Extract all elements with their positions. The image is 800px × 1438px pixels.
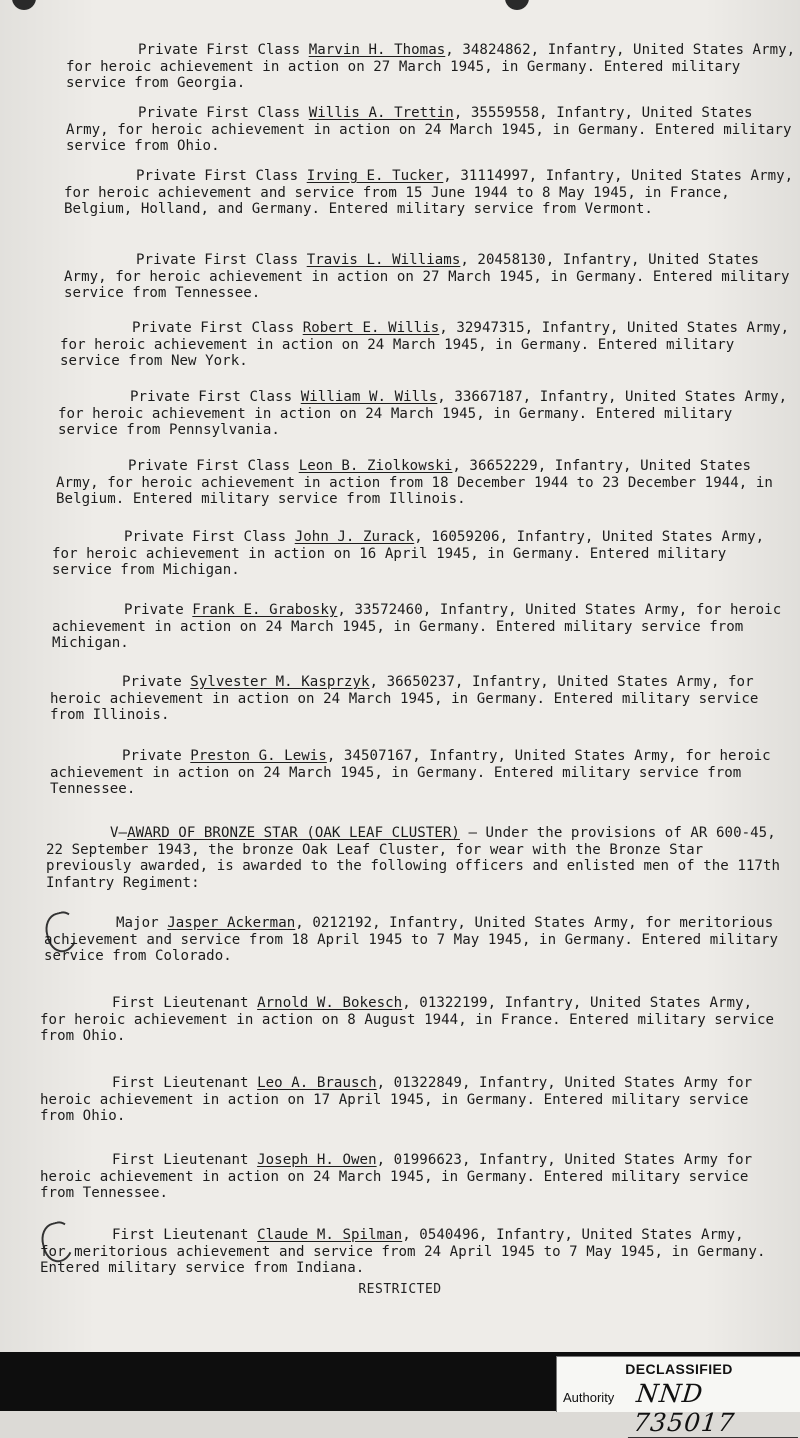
citation-name: William W. Wills	[300, 389, 438, 405]
section-prefix: V—	[110, 825, 128, 841]
citation-entry	[66, 105, 800, 155]
section-text: — Under the provisions of AR 600-45, 22 September 1943, the bronze Oak Leaf Cluster, for wear with the Bronze Star previously awarded, is awarded to the following officers and enlisted men of the 117th Infantry Regiment:	[46, 825, 781, 891]
stamp-authority-label: Authority	[563, 1390, 615, 1405]
citation-name: Preston G. Lewis	[190, 748, 327, 764]
citation-entry	[52, 602, 787, 652]
citation-entry	[40, 1227, 775, 1277]
citation-text: , 01322199, Infantry, United States Army, for heroic achievement in action on 8 August 1944, in France. Entered military service from Ohio.	[40, 995, 775, 1044]
citation-name: Frank E. Grabosky	[192, 602, 338, 618]
citation-rank: Private First Class	[136, 252, 299, 268]
citation-text: , 01996623, Infantry, United States Army for heroic achievement in action on 24 March 1945, in Germany. Entered military service from Tennessee.	[40, 1152, 753, 1201]
citation-rank: Private First Class	[138, 42, 301, 58]
citation-rank: Private	[124, 602, 184, 618]
citation-rank: First Lieutenant	[112, 995, 249, 1011]
citation-name: Leo A. Brausch	[257, 1075, 377, 1091]
citation-name: Travis L. Williams	[306, 252, 461, 268]
citation-text: , 35559558, Infantry, United States Army, for heroic achievement in action on 24 March 1945, in Germany. Entered military service from Ohio.	[66, 105, 792, 154]
citation-text: , 01322849, Infantry, United States Army for heroic achievement in action on 17 April 1945, in Germany. Entered military service from Ohio.	[40, 1075, 753, 1124]
citation-rank: Private First Class	[138, 105, 301, 121]
citation-text: , 0540496, Infantry, United States Army, for meritorious achievement and service from 24 April 1945 to 7 May 1945, in Germany. Entered military service from Indiana.	[40, 1227, 766, 1276]
citation-rank: Private	[122, 674, 182, 690]
stamp-authority-value: NND 735017	[628, 1379, 800, 1438]
citation-entry	[40, 1075, 775, 1125]
stamp-title: DECLASSIFIED	[625, 1361, 733, 1377]
citation-name: Leon B. Ziolkowski	[298, 458, 453, 474]
citation-text: , 34824862, Infantry, United States Army, for heroic achievement in action on 27 March 1945, in Germany. Entered military service from Georgia.	[66, 42, 796, 91]
citation-text: , 31114997, Infantry, United States Army, for heroic achievement and service from 15 June 1944 to 8 May 1945, in France, Belgium, Holland, and Germany. Entered military service from Vermont.	[64, 168, 794, 217]
citation-name: Arnold W. Bokesch	[257, 995, 403, 1011]
citation-name: Marvin H. Thomas	[308, 42, 446, 58]
citation-name: John J. Zurack	[294, 529, 415, 545]
citation-name: Joseph H. Owen	[257, 1152, 377, 1168]
citation-rank: First Lieutenant	[112, 1075, 249, 1091]
citation-entry	[64, 252, 799, 302]
citation-entry	[58, 389, 793, 439]
citation-rank: Private First Class	[124, 529, 287, 545]
citation-text: , 34507167, Infantry, United States Army, for heroic achievement in action on 24 March 1945, in Germany. Entered military service from Tennessee.	[50, 748, 771, 797]
citation-rank: Private First Class	[128, 458, 291, 474]
citation-text: , 0212192, Infantry, United States Army, for meritorious achievement and service from 18 April 1945 to 7 May 1945, in Germany. Entered military service from Colorado.	[44, 915, 779, 964]
citation-text: , 20458130, Infantry, United States Army, for heroic achievement in action on 27 March 1945, in Germany. Entered military service from Tennessee.	[64, 252, 790, 301]
citation-text: , 36650237, Infantry, United States Army, for heroic achievement in action on 24 March 1945, in Germany. Entered military service from Illinois.	[50, 674, 759, 723]
citation-rank: Private First Class	[136, 168, 299, 184]
declassified-stamp	[556, 1356, 800, 1437]
citation-rank: Private First Class	[132, 320, 295, 336]
citation-rank: Private	[122, 748, 182, 764]
punch-hole-right	[505, 0, 529, 10]
citation-name: Claude M. Spilman	[257, 1227, 403, 1243]
citation-entry	[40, 1152, 775, 1202]
citation-entry	[66, 42, 800, 92]
citation-entry	[52, 529, 787, 579]
citation-rank: First Lieutenant	[112, 1227, 249, 1243]
citation-entry	[56, 458, 791, 508]
citation-name: Sylvester M. Kasprzyk	[190, 674, 370, 690]
classification-footer: RESTRICTED	[358, 1282, 442, 1297]
citation-entry	[64, 168, 799, 218]
citation-text: , 33667187, Infantry, United States Army, for heroic achievement in action on 24 March 1945, in Germany. Entered military service from Pennsylvania.	[58, 389, 788, 438]
punch-hole-left	[12, 0, 36, 10]
citation-rank: First Lieutenant	[112, 1152, 249, 1168]
section-heading: AWARD OF BRONZE STAR (OAK LEAF CLUSTER)	[127, 825, 460, 841]
citation-rank: Major	[116, 915, 159, 931]
citation-rank: Private First Class	[130, 389, 293, 405]
citation-text: , 16059206, Infantry, United States Army, for heroic achievement in action on 16 April 1945, in Germany. Entered military service from Michigan.	[52, 529, 765, 578]
section-v-paragraph	[46, 825, 791, 891]
citation-name: Irving E. Tucker	[306, 168, 444, 184]
citation-entry	[60, 320, 795, 370]
citation-entry	[50, 674, 785, 724]
citation-text: , 32947315, Infantry, United States Army, for heroic achievement in action on 24 March 1945, in Germany. Entered military service from New York.	[60, 320, 790, 369]
citation-text: , 36652229, Infantry, United States Army, for heroic achievement in action from 18 December 1944 to 23 December 1944, in Belgium. Entered military service from Illinois.	[56, 458, 773, 507]
citation-name: Willis A. Trettin	[308, 105, 454, 121]
citation-name: Robert E. Willis	[302, 320, 440, 336]
citation-name: Jasper Ackerman	[167, 915, 296, 931]
citation-entry	[50, 748, 785, 798]
citation-entry	[40, 995, 775, 1045]
citation-entry	[44, 915, 779, 965]
citation-text: , 33572460, Infantry, United States Army, for heroic achievement in action on 24 March 1945, in Germany. Entered military service from Michigan.	[52, 602, 782, 651]
